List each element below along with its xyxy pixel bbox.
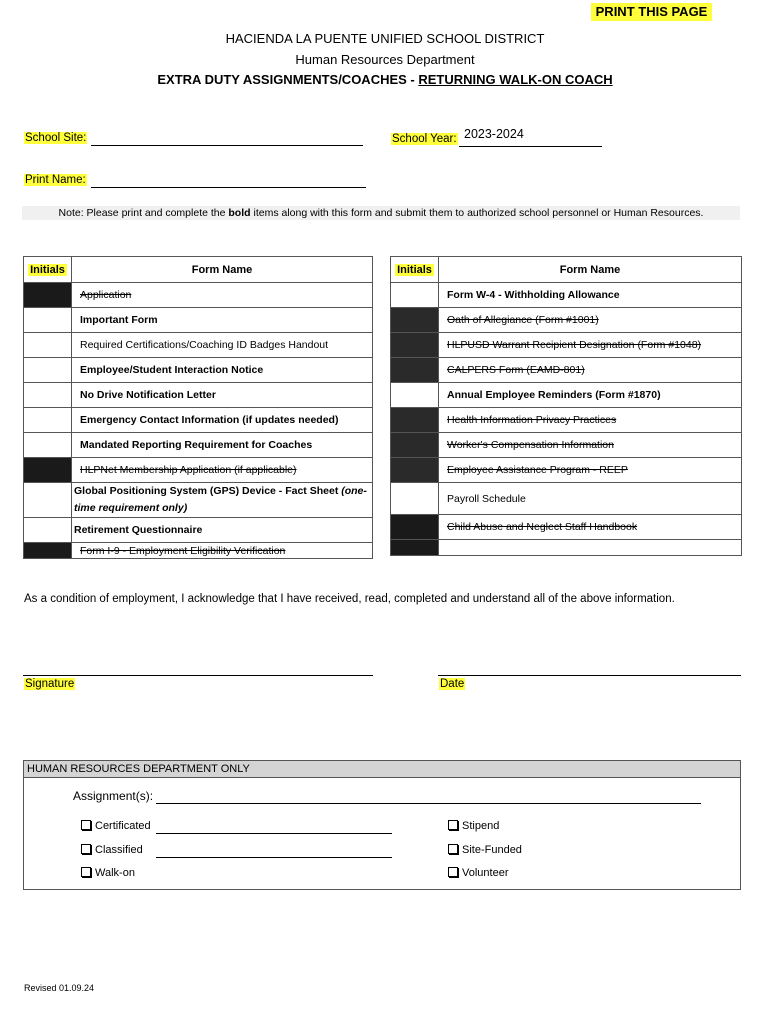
option-label: Volunteer xyxy=(462,867,509,879)
form-name-cell xyxy=(72,483,373,518)
table-row xyxy=(391,358,742,383)
form-name-cell: Employee/Student Interaction Notice xyxy=(72,358,373,383)
form-name-cell: HLPUSD Warrant Recipient Designation (Form #1048) xyxy=(439,333,742,358)
acknowledgement-text: As a condition of employment, I acknowledge that I have received, read, completed and understand all of the above information. xyxy=(24,593,675,605)
form-name-cell xyxy=(439,540,742,556)
initials-cell xyxy=(391,408,439,433)
option-certificated[interactable] xyxy=(81,820,151,832)
hr-section-heading: HUMAN RESOURCES DEPARTMENT ONLY xyxy=(24,761,740,778)
form-name-cell: Emergency Contact Information (if updates needed) xyxy=(72,408,373,433)
assignment-field[interactable] xyxy=(156,803,701,804)
option-label: Classified xyxy=(95,844,143,856)
initials-cell[interactable] xyxy=(391,283,439,308)
option-stipend[interactable] xyxy=(448,820,499,832)
department-name: Human Resources Department xyxy=(295,52,475,67)
form-name-cell: Retirement Questionnaire xyxy=(72,518,373,543)
form-name-header: Form Name xyxy=(439,257,742,283)
checkbox-icon[interactable] xyxy=(81,820,91,830)
table-row xyxy=(391,540,742,556)
page-title xyxy=(0,72,770,87)
table-row xyxy=(391,408,742,433)
form-name-header: Form Name xyxy=(72,257,373,283)
school-year-value: 2023-2024 xyxy=(464,127,524,141)
table-row xyxy=(24,383,373,408)
initials-cell xyxy=(391,308,439,333)
table-row xyxy=(24,433,373,458)
table-row xyxy=(24,483,373,518)
table-row xyxy=(391,308,742,333)
initials-cell[interactable] xyxy=(24,383,72,408)
initials-cell xyxy=(391,433,439,458)
school-year-field[interactable] xyxy=(459,146,602,147)
initials-cell xyxy=(391,458,439,483)
district-name: HACIENDA LA PUENTE UNIFIED SCHOOL DISTRICT xyxy=(225,31,545,46)
print-name-field[interactable] xyxy=(91,187,366,188)
note-text-after: items along with this form and submit them to authorized school personnel or Human Resources. xyxy=(250,207,704,219)
table-row xyxy=(24,308,373,333)
initials-cell xyxy=(391,358,439,383)
gps-form-note: (one-time requirement only) xyxy=(74,485,367,514)
initials-cell xyxy=(24,543,72,559)
title-underlined: RETURNING WALK-ON COACH xyxy=(418,72,613,87)
checkbox-icon[interactable] xyxy=(81,844,91,854)
table-row xyxy=(391,458,742,483)
table-row xyxy=(24,458,373,483)
date-field[interactable] xyxy=(438,675,741,676)
table-row xyxy=(391,433,742,458)
form-name-cell: CALPERS Form (EAMD-801) xyxy=(439,358,742,383)
left-forms-table xyxy=(23,256,373,559)
note-text-before: Note: Please print and complete the xyxy=(58,207,229,219)
table-row xyxy=(24,518,373,543)
form-name-cell: Application xyxy=(72,283,373,308)
table-row xyxy=(24,543,373,559)
form-name-cell: Worker's Compensation Information xyxy=(439,433,742,458)
option-classified[interactable] xyxy=(81,844,143,856)
table-row xyxy=(24,358,373,383)
note-bold-word: bold xyxy=(228,207,251,219)
form-name-cell: Health Information Privacy Practices xyxy=(439,408,742,433)
revised-date: Revised 01.09.24 xyxy=(24,983,95,993)
option-label: Stipend xyxy=(462,820,500,832)
form-name-cell: No Drive Notification Letter xyxy=(72,383,373,408)
checkbox-icon[interactable] xyxy=(448,820,458,830)
option-site-funded[interactable] xyxy=(448,844,522,856)
initials-cell[interactable] xyxy=(24,433,72,458)
print-this-page-button[interactable]: PRINT THIS PAGE xyxy=(591,3,712,21)
certificated-field[interactable] xyxy=(156,833,392,834)
table-row xyxy=(24,283,373,308)
form-name-cell: Employee Assistance Program - REEP xyxy=(439,458,742,483)
checkbox-icon[interactable] xyxy=(81,867,91,877)
title-prefix: EXTRA DUTY ASSIGNMENTS/COACHES - xyxy=(157,72,419,87)
table-row xyxy=(391,483,742,515)
assignment-label: Assignment(s): xyxy=(73,789,154,803)
form-name-cell: Payroll Schedule xyxy=(439,483,742,515)
signature-label: Signature xyxy=(25,678,75,690)
option-label: Walk-on xyxy=(95,867,135,879)
table-row xyxy=(391,515,742,540)
form-name-cell: Important Form xyxy=(72,308,373,333)
initials-cell xyxy=(24,283,72,308)
initials-cell[interactable] xyxy=(24,483,72,518)
initials-cell[interactable] xyxy=(24,358,72,383)
school-site-field[interactable] xyxy=(91,145,363,146)
date-label: Date xyxy=(440,678,465,690)
initials-cell xyxy=(24,458,72,483)
checkbox-icon[interactable] xyxy=(448,867,458,877)
form-name-cell: Mandated Reporting Requirement for Coaches xyxy=(72,433,373,458)
table-row xyxy=(24,408,373,433)
form-name-cell: Annual Employee Reminders (Form #1870) xyxy=(439,383,742,408)
initials-cell xyxy=(391,333,439,358)
initials-cell[interactable] xyxy=(391,483,439,515)
form-name-cell: Form I-9 - Employment Eligibility Verification xyxy=(72,543,373,559)
checkbox-icon[interactable] xyxy=(448,844,458,854)
initials-cell[interactable] xyxy=(24,308,72,333)
table-row xyxy=(391,283,742,308)
school-site-label: School Site: xyxy=(25,132,87,144)
classified-field[interactable] xyxy=(156,857,392,858)
form-name-cell: Oath of Allegiance (Form #1001) xyxy=(439,308,742,333)
hr-department-only-section xyxy=(23,760,741,890)
table-row xyxy=(391,383,742,408)
initials-cell[interactable] xyxy=(24,408,72,433)
school-year-label: School Year: xyxy=(392,133,457,145)
option-walk-on[interactable] xyxy=(81,867,135,879)
print-name-label: Print Name: xyxy=(25,174,86,186)
form-name-cell: Required Certifications/Coaching ID Badges Handout xyxy=(72,333,373,358)
table-row xyxy=(24,333,373,358)
initials-header: Initials xyxy=(391,257,439,283)
form-name-cell: Form W-4 - Withholding Allowance xyxy=(439,283,742,308)
option-volunteer[interactable] xyxy=(448,867,508,879)
gps-form-name: Global Positioning System (GPS) Device - Fact Sheet xyxy=(74,485,342,497)
right-forms-table xyxy=(390,256,742,556)
initials-cell xyxy=(391,515,439,540)
table-row xyxy=(391,333,742,358)
initials-cell xyxy=(391,540,439,556)
initials-cell[interactable] xyxy=(24,518,72,543)
form-name-cell: Child Abuse and Neglect Staff Handbook xyxy=(439,515,742,540)
form-name-cell: HLPNet Membership Application (if applicable) xyxy=(72,458,373,483)
initials-header: Initials xyxy=(24,257,72,283)
instruction-note xyxy=(22,206,740,220)
option-label: Site-Funded xyxy=(462,844,522,856)
signature-field[interactable] xyxy=(23,675,373,676)
option-label: Certificated xyxy=(95,820,151,832)
initials-cell[interactable] xyxy=(391,383,439,408)
initials-cell[interactable] xyxy=(24,333,72,358)
